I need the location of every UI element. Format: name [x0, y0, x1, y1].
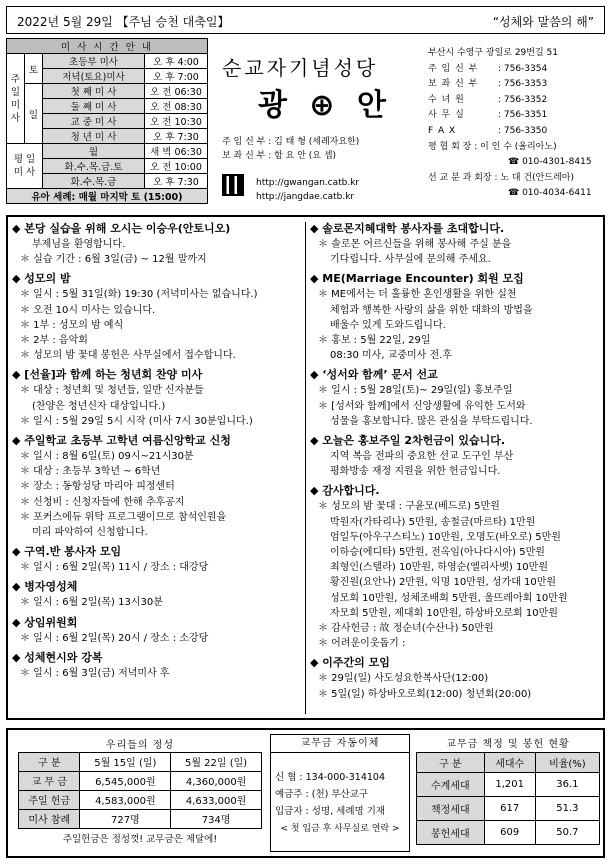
offering-table: [18, 736, 262, 848]
mass-row: 저녁(토요)미사 오 후 7:00: [43, 69, 208, 84]
news-line: 성모회 10만원, 성체조배회 5만원, 울뜨레아회 10만원: [330, 592, 568, 604]
news-line: 최형인(스텔라) 10만원, 하영순(엘리사벳) 10만원: [330, 562, 548, 574]
news-line: ＊ 솔로몬 어르신들을 위해 봉사해 주실 분을: [318, 239, 512, 250]
contact-info: [428, 46, 592, 202]
contact-row: 보 좌 신 부 : 756-3353: [428, 79, 548, 90]
autopay-box: [270, 734, 410, 852]
news-line: ＊ 포커스에듀 위탁 프로그램이므로 참석인원을: [20, 511, 227, 523]
contact-row: 수 녀 원 : 756-3352: [428, 94, 548, 105]
news-column-right: [310, 220, 602, 705]
infant-baptism-note: 유아 세례: 매월 마지막 토 (15:00): [7, 189, 208, 204]
bulletin-date: 2022년 5월 29일 【주님 승천 대축일】: [17, 15, 230, 29]
stats-col-header: 세대수: [484, 752, 535, 772]
news-line: ＊ 실습 기간 : 6월 3일(금) ~ 12월 말까지: [20, 254, 207, 266]
header-bar: [6, 6, 605, 34]
news-line: ＊ ME에서는 더 훌륭한 혼인생활을 위한 실천: [318, 289, 517, 301]
news-line: ＊ 일시 : 6월 2일(목) 20시 / 장소 : 소강당: [20, 632, 209, 644]
news-item: [12, 614, 304, 646]
news-line: ＊ 5일(일) 하상바오로회(12:00) 청년회(20:00): [318, 688, 532, 700]
offering-title: 우리들의 정성: [105, 740, 175, 752]
website-links: [256, 176, 359, 204]
mass-row: 교 중 미 사 오 전 10:30: [43, 114, 208, 129]
news-line: 평화방송 재정 지원을 위한 헌금입니다.: [330, 466, 501, 478]
news-line: ＊ 1부 : 성모의 밤 예식: [20, 319, 124, 331]
news-line: ＊ [성서와 함께]에서 신앙생활에 유익한 도서와: [318, 400, 526, 412]
news-line: ＊ 성모의 밤 꽃대 봉헌은 사무실에서 접수합니다.: [20, 350, 236, 362]
news-line: ＊ 일시 : 5월 31일(화) 19:30 (저녁미사는 없습니다.): [20, 289, 258, 301]
news-line: ＊ 일시 : 6월 2일(목) 13시30분: [20, 597, 163, 609]
news-line: 지역 복음 전파의 중요한 선교 도구인 부산: [330, 451, 514, 463]
news-title: ◆ 솔로몬지혜대학 봉사자를 초대합니다.: [310, 220, 602, 237]
table-row: 책정세대 617 51.3: [417, 796, 600, 820]
news-line: (찬양은 청년신자 대상입니다.): [32, 400, 166, 412]
news-item: [12, 432, 304, 540]
news-line: ＊ 일시 : 8월 6일(토) 09시~21시30분: [20, 451, 194, 463]
offering-col-header: 5월 15일 (일): [80, 752, 171, 771]
pledge-stats-table: [416, 734, 600, 845]
stats-col-header: 구 분: [417, 752, 485, 772]
news-line: ＊ 일시 : 5월 29일 5시 시작 (미사 7시 30분입니다.): [20, 415, 253, 427]
sunday-mass-group: 주 일 미 사: [7, 54, 25, 144]
news-item: [12, 649, 304, 681]
mass-row: 첫 째 미 사 오 전 06:30: [43, 84, 208, 99]
year-motto: “성체와 말씀의 해”: [492, 15, 594, 29]
news-item: [12, 543, 304, 575]
news-title: ◆ 성모의 밤: [12, 270, 304, 287]
stats-col-header: 비율(%): [535, 752, 599, 772]
news-line: 성물을 홍보합니다. 많은 관심을 부탁드립니다.: [330, 415, 533, 427]
assistant-line: 보 좌 신 부 : 함 요 안 (요 셉): [222, 151, 337, 161]
contact-row: 주 임 신 부 : 756-3354: [428, 63, 548, 74]
sunday-label: 일: [25, 84, 43, 144]
news-line: 기다립니다. 사무실에 문의해 주세요.: [330, 254, 491, 266]
mass-row: 화.수.목.금 오 후 7:30: [43, 174, 208, 189]
table-row: 봉헌세대 609 50.7: [417, 820, 600, 844]
news-title: ◆ 상임위원회: [12, 614, 304, 631]
contact-row: F A X : 756-3350: [428, 125, 548, 136]
news-title: ◆ ‘성서와 함께’ 문서 선교: [310, 366, 602, 383]
news-line: 배울수 있게 도와드립니다.: [330, 319, 446, 331]
council-president: 평 협 회 장 : 이 인 수 (율리아노): [428, 141, 557, 152]
news-line: 엄일두(아우구스티노) 10만원, 오명도(바오로) 5만원: [330, 531, 561, 543]
news-line: ＊ 2부 : 음악회: [20, 335, 88, 347]
news-title: ◆ 오늘은 홍보주일 2차헌금이 있습니다.: [310, 432, 602, 449]
bulletin-logo: 광 ⊕ 안: [258, 88, 392, 123]
news-title: ◆ 병자영성체: [12, 578, 304, 595]
news-item: [12, 270, 304, 363]
table-row: 미사 참례 727명 734명: [19, 809, 262, 828]
news-line: ＊ 오전 10시 미사는 있습니다.: [20, 304, 156, 316]
news-line: ＊ 대상 : 청년회 및 청년들, 일반 신자분들: [20, 385, 204, 397]
news-item: [310, 270, 602, 363]
autopay-bank: 신 협 : 134-000-314104: [275, 772, 386, 783]
news-title: ◆ 성체현시와 강복: [12, 649, 304, 666]
council-phone: ☎ 010-4301-8415: [508, 157, 592, 168]
saturday-label: 토: [25, 54, 43, 84]
news-item: [12, 220, 304, 267]
news-item: [310, 366, 602, 429]
mass-row: 둘 째 미 사 오 전 08:30: [43, 99, 208, 114]
news-title: ◆ 구역.반 봉사자 모임: [12, 543, 304, 560]
offering-col-header: 5월 22일 (일): [171, 752, 262, 771]
qr-code-icon: [222, 174, 244, 196]
stats-title: 교무금 책정 및 봉헌 현황: [446, 739, 570, 751]
mass-schedule-table: [6, 38, 208, 204]
news-line: ＊ 장소 : 동항성당 마리아 피정센터: [20, 481, 175, 493]
news-title: ◆ 이주간의 모임: [310, 654, 602, 671]
mass-row: 화.수.목.금.토 오 전 10:00: [43, 159, 208, 174]
mass-row: 청 년 미 사 오 후 7:30: [43, 129, 208, 144]
news-title: ◆ 감사합니다.: [310, 482, 602, 499]
news-line: ＊ 일시 : 6월 3일(금) 저녁미사 후: [20, 667, 170, 679]
autopay-holder: 예금주 : (천) 부산교구: [275, 789, 369, 800]
news-line: ＊ 어려운이웃돕기 :: [318, 638, 406, 650]
mission-president: 선 교 분 과 회장 : 노 대 건(안드레아): [428, 172, 574, 183]
news-line: 부제님을 환영합니다.: [32, 239, 126, 250]
news-item: [12, 366, 304, 429]
table-row: 주일 헌금 4,583,000원 4,633,000원: [19, 790, 262, 809]
news-item: [310, 654, 602, 701]
autopay-note: < 첫 입금 후 사무실로 연락 >: [280, 824, 400, 834]
autopay-title: 교무금 자동이체: [271, 735, 409, 753]
mission-phone: ☎ 010-4034-6411: [508, 188, 592, 199]
news-title: ◆ ME(Marriage Encounter) 회원 모집: [310, 270, 602, 287]
news-line: ＊ 홍보 : 5월 22일, 29일: [318, 335, 431, 347]
news-title: ◆ 본당 실습을 위해 오시는 이승우(안토니오): [12, 220, 304, 237]
news-line: ＊ 일시 : 5월 28일(토)~ 29일(일) 홍보주일: [318, 385, 513, 397]
news-title: ◆ 주일학교 초등부 고학년 여름신앙학교 신청: [12, 432, 304, 449]
news-line: ＊ 성모의 밤 꽃대 : 구윤모(베드로) 5만원: [318, 501, 500, 513]
news-line: 08:30 미사, 교중미사 전.후: [330, 350, 452, 362]
news-line: ＊ 감사헌금 : 故 정순녀(수산나) 50만원: [318, 623, 494, 635]
contact-row: 사 무 실 : 756-3351: [428, 110, 548, 121]
website-link-jangdae[interactable]: http://jangdae.catb.kr: [256, 192, 355, 202]
clergy-list: [222, 135, 359, 163]
mass-schedule-title: 미 사 시 간 안 내: [7, 39, 208, 54]
mass-row: 초등부 미사 오 후 4:00: [43, 54, 208, 69]
column-divider: [305, 222, 306, 714]
church-name: 순교자기념성당: [222, 56, 379, 80]
pastor-line: 주 임 신 부 : 김 태 형 (세례자요한): [222, 137, 360, 147]
news-line: 박원자(가타리나) 5만원, 송철금(마르타) 1만원: [330, 516, 536, 528]
mass-row: 월 새 벽 06:30: [43, 144, 208, 159]
news-item: [310, 220, 602, 267]
news-title: ◆ [선율]과 함께 하는 청년회 찬양 미사: [12, 366, 304, 383]
table-row: 수계세대 1,201 36.1: [417, 772, 600, 796]
news-line: ＊ 대상 : 초등부 3학년 ~ 6학년: [20, 466, 161, 478]
news-line: 자모회 5만원, 제대회 10만원, 하상바오로회 10만원: [330, 607, 558, 619]
news-line: 체험과 행복한 사랑의 삶을 위한 대화의 방법을: [330, 304, 533, 316]
news-item: [12, 578, 304, 610]
weekday-mass-group: 평 일 미 사: [7, 144, 43, 189]
news-item: [310, 482, 602, 651]
news-line: ＊ 29일(일) 사도성요한복사단(12:00): [318, 673, 489, 685]
news-column-left: [12, 220, 304, 684]
news-item: [310, 432, 602, 479]
table-row: 교 무 금 6,545,000원 4,360,000원: [19, 771, 262, 790]
news-line: 이하승(에디타) 5만원, 전옥임(아나다시아) 5만원: [330, 547, 545, 559]
church-address: 부산시 수영구 광일로 29번길 51: [428, 48, 558, 58]
offering-col-header: 구 분: [19, 752, 80, 771]
news-line: ＊ 일시 : 6월 2일(목) 11시 / 장소 : 대강당: [20, 562, 209, 574]
news-line: 황진원(요안나) 2만원, 익명 10만원, 성가대 10만원: [330, 577, 557, 589]
news-line: ＊ 신청비 : 신청자들에 한해 추후공지: [20, 496, 185, 508]
offering-note: 주일헌금은 정성껏! 교무금은 제달에!: [62, 834, 218, 846]
autopay-depositor: 입금자 : 성명, 세례명 기재: [275, 806, 386, 817]
news-line: 미리 파악하여 신청합니다.: [32, 527, 148, 539]
website-link-gwangan[interactable]: http://gwangan.catb.kr: [256, 178, 360, 188]
